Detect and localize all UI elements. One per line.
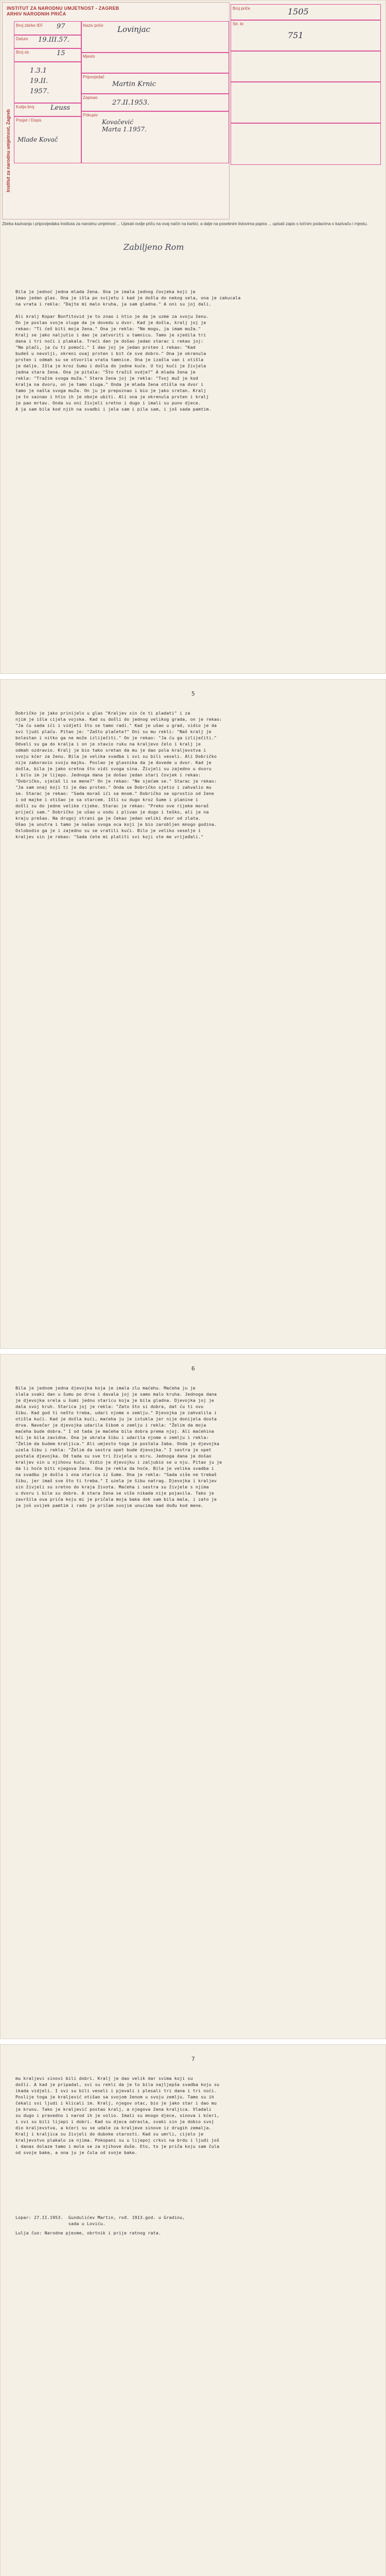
field-date <box>14 35 82 49</box>
page-sheet-3 <box>0 1354 386 2039</box>
page-number: 6 <box>191 1365 195 1372</box>
label-place: Mjesto <box>83 54 95 59</box>
story-text-page-4: mu kraljevi sinovi bili dobri. Kralj je dao velik dar svima koji su došli. A kad je pripadal, svi su rekli da je to bila najljepša svadba koju su ikada vidjeli. I svi su bili veseli i pjevali i plesali tri dana i tri noći. Poslije toga je kraljević otišao sa svojom ženom u svoju zemlju. Tamo su ih čekali svi ljudi i klicali im. Kralj, njegov otac, bio je jako star i dao mu je krunu. Tako je kraljević postao kralj, a njegova žena kraljica. Vladali su dugo i pravedno i narod ih je volio. Imali su mnogo djece, sinova i kćeri, i svi su bili lijepi i dobri. Kad su djeca odrasla, svaki sin je dobio svoj dio kraljevstva, a kćeri su se udale za kraljeve sinove iz drugih zemalja. Kralj i kraljica su živjeli do duboke starosti. Kad su umrli, cijelo je kraljevstvo plakalo za njima. Pokopani su u lijepoj crkvi na brdu i ljudi još i danas dolaze tamo i mole se za njihove duše. Eto, to je priča koju sam čula od svoje bake, a ona ju je čula od svoje bake. <box>15 2076 220 2155</box>
story-text-page-3: Bila je jednom jedna djevojka koja je imala zlu maćehu. Maćeha ju je slala svaki dan u šumu po drva i davala joj je samo malo kruha. Jednoga dana je djevojka srela u šumi jednu staricu koja je bila gladna. Djevojka joj je dala svoj kruh. Starica joj je rekla: "Zato što si dobra, dat ću ti ovu šibu. Kad god ti nešto treba, udari njome o zemlju." Djevojka je zahvalila i otišla kući. Kad je došla kući, maćeha ju je istukla jer nije donijela dosta drva. Navečer je djevojka udarila šibom o zemlju i rekla: "Želim da moja maćeha bude dobra." I od tada je maćeha bila dobra prema njoj. Ali maćehina kći je bila zavidna. Ona je ukrala šibu i udarila njome o zemlju i rekla: "Želim da budem kraljica." Ali umjesto toga je postala žaba. Onda je djevojka uzela šibu i rekla: "Želim da sestra opet bude djevojka." I sestra je opet postala djevojka. Od tada su sve tri živjele u miru. Jednoga dana je došao kraljev sin u njihovu kuću. Vidio je djevojku i zaljubio se u nju. Pitao ju je da li hoće biti njegova žena. Ona je rekla da hoće. Bila je velika svadba i na svadbu je došla i ona starica iz šume. Ona je rekla: "Sada više ne trebaš šibu, jer imaš sve što ti treba." I uzela je šibu natrag. Djevojka i kraljev sin živjeli su sretno do kraja života. Maćeha i sestra su živjele s njima u dvoru i bile su dobre. A stara žena se više nikada nije pojavila. Tako je završila ova priča koju mi je pričala moja baka dok sam bila mala, i zato je ja još uvijek pamtim i rado je pričam svojim unucima kad dođu kod mene. <box>15 1385 222 1508</box>
value-place: Lovinjac <box>117 25 150 34</box>
field-card-no <box>231 4 381 21</box>
label-sent: Posjet / Dopis <box>16 118 42 123</box>
field-collector <box>81 111 229 163</box>
label-date: Datum <box>16 37 28 41</box>
label-recorder: Zapisao <box>83 95 98 100</box>
label-box: Kutija broj <box>16 105 34 109</box>
field-sent <box>14 116 82 163</box>
value-page-count: 15 <box>57 49 65 57</box>
field-teller <box>81 73 229 94</box>
date-line: Lopar: 27.II.1953. Gundulićev Martin, rođ. 1913.god. u Gradinu, sada u Loviću. <box>15 2215 185 2226</box>
field-blank-2 <box>231 81 381 124</box>
page-number: 7 <box>191 2056 195 2062</box>
label-story: Naziv priče <box>83 23 103 28</box>
value-record-no: 97 <box>57 23 65 30</box>
field-pages <box>14 48 82 62</box>
index-card <box>2 2 230 219</box>
value-location: Kovačević Marta 1.1957. <box>102 118 147 133</box>
value-sheet-no: 751 <box>288 30 304 40</box>
value-collector: Mlade Kovač <box>17 136 58 143</box>
page-number: 5 <box>191 690 195 697</box>
card-right-panel <box>231 4 385 210</box>
field-recorder <box>81 93 229 112</box>
value-col-a: Leuss <box>50 104 71 112</box>
field-values <box>14 61 82 104</box>
field-sheet-no <box>231 20 381 52</box>
value-place-1: 1.3.1 <box>30 67 47 75</box>
label-record-no: Broj zbirke IEF <box>16 23 43 28</box>
label-pages: Broj str. <box>16 50 30 55</box>
label-teller: Pripovjedač <box>83 75 104 79</box>
recorder-line: Lulja čuo: Narodne pjesme, obrtnik i prije ratnog rata. <box>15 2230 161 2235</box>
card-vertical-label: Institut za narodnu umjetnost, Zagreb <box>6 109 11 192</box>
value-date2: 27.II.1953. <box>112 99 150 107</box>
value-teller: Martin Krnic <box>112 80 156 88</box>
label-unit-no: Broj priče <box>233 6 250 11</box>
handwritten-signature: Zabiljeno Rom <box>124 242 184 252</box>
field-place <box>81 52 229 74</box>
label-collector: Prikupio <box>83 113 98 117</box>
field-story <box>81 21 229 53</box>
page-sheet-1 <box>0 0 386 674</box>
field-box <box>14 103 82 117</box>
page-sheet-4 <box>0 2044 386 2576</box>
field-blank-3 <box>231 123 381 165</box>
label-page-of: Str. br. <box>233 22 245 26</box>
value-place-2: 19.II. <box>30 77 48 85</box>
card-footnote: Zbirka kazivanja i pripovijedaka Instituta za narodnu umjetnost ... Upisati ovdje priču na ovaj način na kartici, a dalje na posebnim listovima papira ... upisati zapis s točnim podacima o kazivaču i mjestu. <box>2 222 368 226</box>
value-place-3: 1957. <box>30 88 49 95</box>
field-blank-1 <box>231 50 381 82</box>
story-text-page-2: Dobričko je jako prinijelo u glas "Kraljev sin će ti pladati" i za njim je išla cijela vojska. Kad su došli do jednog velikog grada, on je rekao: "Ja ću sada ići i vidjeti što se tamo radi." Kad je ušao u grad, vidio je da svi ljudi plaču. Pitao je: "Zašto plačete?" Oni su mu rekli: "Naš kralj je bolestan i nitko ga ne može izliječiti." On je rekao: "Ja ću ga izliječiti." Odveli su ga do kralja i on je stavio ruku na kraljevo čelo i kralj je odmah ozdravio. Kralj je bio tako sretan da mu je dao pola kraljevstva i svoju kćer za ženu. Bila je velika svadba i svi su bili veseli. Ali Dobričko nije zaboravio svoju majku. Poslao je glasnika da je dovede u dvor. Kad je došla, bila je jako sretna što vidi svoga sina. Živjeli su zajedno u dvoru i bilo im je lijepo. Jednoga dana je došao jedan stari čovjek i rekao: "Dobričko, sjećaš li se mene?" On je rekao: "Ne sjećam se." Starac je rekao: "Ja sam onaj koji ti je dao prsten." Onda se Dobričko sjetio i zahvalio mu se. Starac je rekao: "Sada moraš ići sa mnom." Dobričko se oprostio od žene i od majke i otišao je sa starcem. Išli su dugo kroz šume i planine i došli su do jedne velike rijeke. Starac je rekao: "Preko ove rijeke moraš prijeći sam." Dobričko je ušao u vodu i plivao je dugo i teško, ali je na kraju prešao. Na drugoj strani ga je čekao jedan veliki dvor od zlata. Ušao je unutra i tamo je našao svoga oca koji je bio zarobljen mnogo godina. Oslobodio ga je i zajedno su se vratili kući. Bilo je veliko veselje i kraljev sin je rekao: "Sada ćete mi platiti svi koji ste me vrijeđali." <box>15 710 222 839</box>
field-record-no <box>14 21 82 36</box>
value-card-no: 1505 <box>288 7 309 16</box>
story-text-page-1: Bila je jednoć jedna mlada žena. Ona je imala jednog čovjeka koji je imao jedan glas. Ona je išla po svijetu i kad je došla do nekog sela, ona je zakucala na vrata i rekla: "Dajte mi malo kruha, ja sam gladna." A oni su joj dali. Ali kralj Kopar Bonfitovid je to znao i htio je da je uzme za svoju ženu. On je poslao svoje sluge da je dovedu u dvor. Kad je došla, kralj joj je rekao: "Ti ćeš biti moja žena." Ona je rekla: "Ne mogu, ja imam muža." Kralj se jako naljutio i dao je zatvoriti u tamnicu. Tamo je sjedila tri dana i tri noći i plakala. Treći dan je došao jedan starac i rekao joj: "Ne plači, ja ću ti pomoći." I dao joj je jedan prsten i rekao: "Kad budeš u nevolji, okreni ovaj prsten i bit će sve dobro." Ona je okrenula prsten i odmah su se otvorila vrata tamnice. Ona je izašla van i otišla je dalje. Išla je kroz šumu i došla do jedne kuće. U toj kući je živjela jedna stara žena. Ona je pitala: "Što tražiš ovdje?" A mlada žena je rekla: "Tražim svoga muža." Stara žena joj je rekla: "Tvoj muž je kod kralja na dvoru, on je tamo sluga." Onda je mlada žena otišla na dvor i tamo je našla svoga muža. On ju je prepoznao i bio je jako sretan. Kralj je to saznao i htio ih je oboje ubiti. Ali ona je okrenula prsten i kralj je pao mrtav. Onda su oni živjeli sretno i dugo i imali su puno djece. A ja sam bila kod njih na svadbi i jela sam i pila sam, i još sada pamtim. <box>15 289 241 412</box>
value-date: 19.III.57. <box>38 36 69 44</box>
card-header: INSTITUT ZA NARODNU UMJETNOST - ZAGREB ARHIV NARODNIH PRIČA <box>7 6 119 16</box>
page-sheet-2 <box>0 679 386 1349</box>
